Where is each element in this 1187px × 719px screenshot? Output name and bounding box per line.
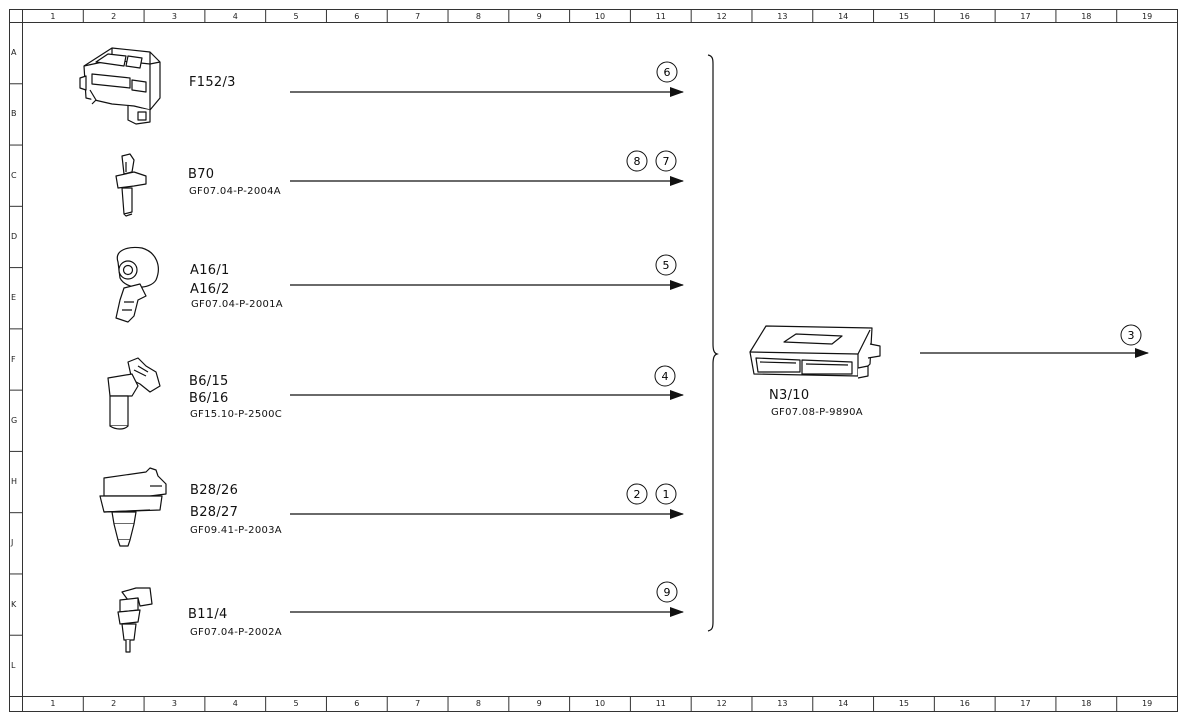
column-marker-bottom: 13 [777, 699, 788, 708]
column-marker-bottom: 7 [415, 699, 421, 708]
svg-text:3: 3 [1127, 329, 1135, 342]
column-marker-top: 13 [777, 12, 788, 21]
component-label-n3-10: N3/10 [769, 388, 810, 403]
row-marker: L [11, 660, 16, 670]
column-marker-top: 14 [838, 12, 849, 21]
column-marker-top: 5 [293, 12, 299, 21]
reference-b70: GF07.04-P-2004A [189, 186, 281, 197]
reference-n3-10: GF07.08-P-9890A [771, 407, 863, 418]
callout-badge [627, 484, 647, 504]
callout-badge [656, 255, 676, 275]
callout-badge [657, 582, 677, 602]
column-marker-top: 8 [475, 12, 481, 21]
row-marker: J [11, 538, 14, 548]
component-label-b28-27: B28/27 [190, 505, 239, 520]
component-label-b11-4: B11/4 [188, 607, 228, 622]
column-marker-bottom: 9 [536, 699, 542, 708]
reference-a16: GF07.04-P-2001A [191, 299, 283, 310]
callout-badge [627, 151, 647, 171]
column-marker-bottom: 4 [232, 699, 238, 708]
column-marker-bottom: 19 [1142, 699, 1153, 708]
row-marker: K [11, 599, 17, 609]
svg-text:6: 6 [663, 66, 671, 79]
column-marker-bottom: 18 [1081, 699, 1092, 708]
column-marker-bottom: 15 [898, 699, 910, 708]
coolant-temperature-sensor-icon [118, 588, 152, 652]
row-marker: D [11, 231, 18, 241]
component-label-a16-1: A16/1 [190, 263, 230, 278]
frame-ruler-ticks [10, 10, 1178, 712]
column-marker-top: 10 [594, 12, 606, 21]
callout-badge [655, 366, 675, 386]
column-marker-bottom: 11 [655, 699, 666, 708]
row-marker: A [11, 48, 17, 58]
svg-text:2: 2 [633, 488, 641, 501]
column-marker-bottom: 2 [111, 699, 117, 708]
callout-badge [656, 151, 676, 171]
reference-b28: GF09.41-P-2003A [190, 525, 282, 536]
callout-badge [1121, 325, 1141, 345]
column-marker-bottom: 5 [293, 699, 299, 708]
column-marker-bottom: 6 [354, 699, 360, 708]
row-marker: B [11, 109, 17, 119]
row-marker: H [11, 477, 18, 487]
column-marker-top: 15 [898, 12, 910, 21]
column-marker-top: 1 [50, 12, 56, 21]
component-label-b6-15: B6/15 [189, 374, 229, 389]
component-label-b6-16: B6/16 [189, 391, 229, 406]
column-marker-bottom: 17 [1020, 699, 1031, 708]
row-marker: G [11, 415, 18, 425]
crankshaft-hall-sensor-icon [116, 154, 146, 216]
svg-text:8: 8 [633, 155, 641, 168]
column-marker-top: 17 [1020, 12, 1031, 21]
input-bracket [708, 55, 717, 631]
column-marker-top: 2 [111, 12, 117, 21]
column-marker-top: 3 [171, 12, 178, 21]
svg-text:9: 9 [663, 586, 671, 599]
column-marker-top: 4 [232, 12, 238, 21]
column-marker-bottom: 8 [475, 699, 481, 708]
callouts [627, 62, 1141, 602]
column-marker-top: 18 [1081, 12, 1092, 21]
column-marker-bottom: 10 [594, 699, 606, 708]
column-marker-top: 7 [415, 12, 421, 21]
column-marker-bottom: 14 [838, 699, 849, 708]
column-marker-top: 12 [716, 12, 727, 21]
column-marker-top: 6 [354, 12, 360, 21]
component-label-b70: B70 [188, 167, 215, 182]
component-label-b28-26: B28/26 [190, 483, 239, 498]
column-marker-bottom: 3 [171, 699, 178, 708]
pressure-sensor-icon [100, 468, 166, 546]
column-marker-bottom: 16 [959, 699, 970, 708]
svg-text:4: 4 [661, 370, 669, 383]
control-unit-icon [750, 326, 880, 378]
callout-badge [656, 484, 676, 504]
column-marker-top: 16 [959, 12, 970, 21]
reference-b6: GF15.10-P-2500C [190, 409, 283, 420]
knock-sensor-icon [116, 248, 158, 322]
column-marker-top: 11 [655, 12, 666, 21]
fuse-relay-box-icon [80, 48, 160, 124]
camshaft-hall-sensor-icon [108, 358, 160, 429]
row-marker: C [11, 170, 17, 180]
signal-arrows [290, 92, 1148, 612]
reference-b11: GF07.04-P-2002A [190, 627, 282, 638]
drawing-frame [10, 10, 1178, 712]
column-marker-top: 19 [1142, 12, 1153, 21]
svg-text:1: 1 [662, 488, 670, 501]
svg-text:7: 7 [662, 155, 670, 168]
svg-text:5: 5 [662, 259, 670, 272]
row-marker: F [11, 354, 16, 364]
column-marker-bottom: 12 [716, 699, 727, 708]
component-label-a16-2: A16/2 [190, 282, 230, 297]
callout-badge [657, 62, 677, 82]
column-marker-bottom: 1 [50, 699, 56, 708]
row-marker: E [11, 293, 17, 303]
component-label-f152-3: F152/3 [189, 75, 236, 90]
column-marker-top: 9 [536, 12, 542, 21]
